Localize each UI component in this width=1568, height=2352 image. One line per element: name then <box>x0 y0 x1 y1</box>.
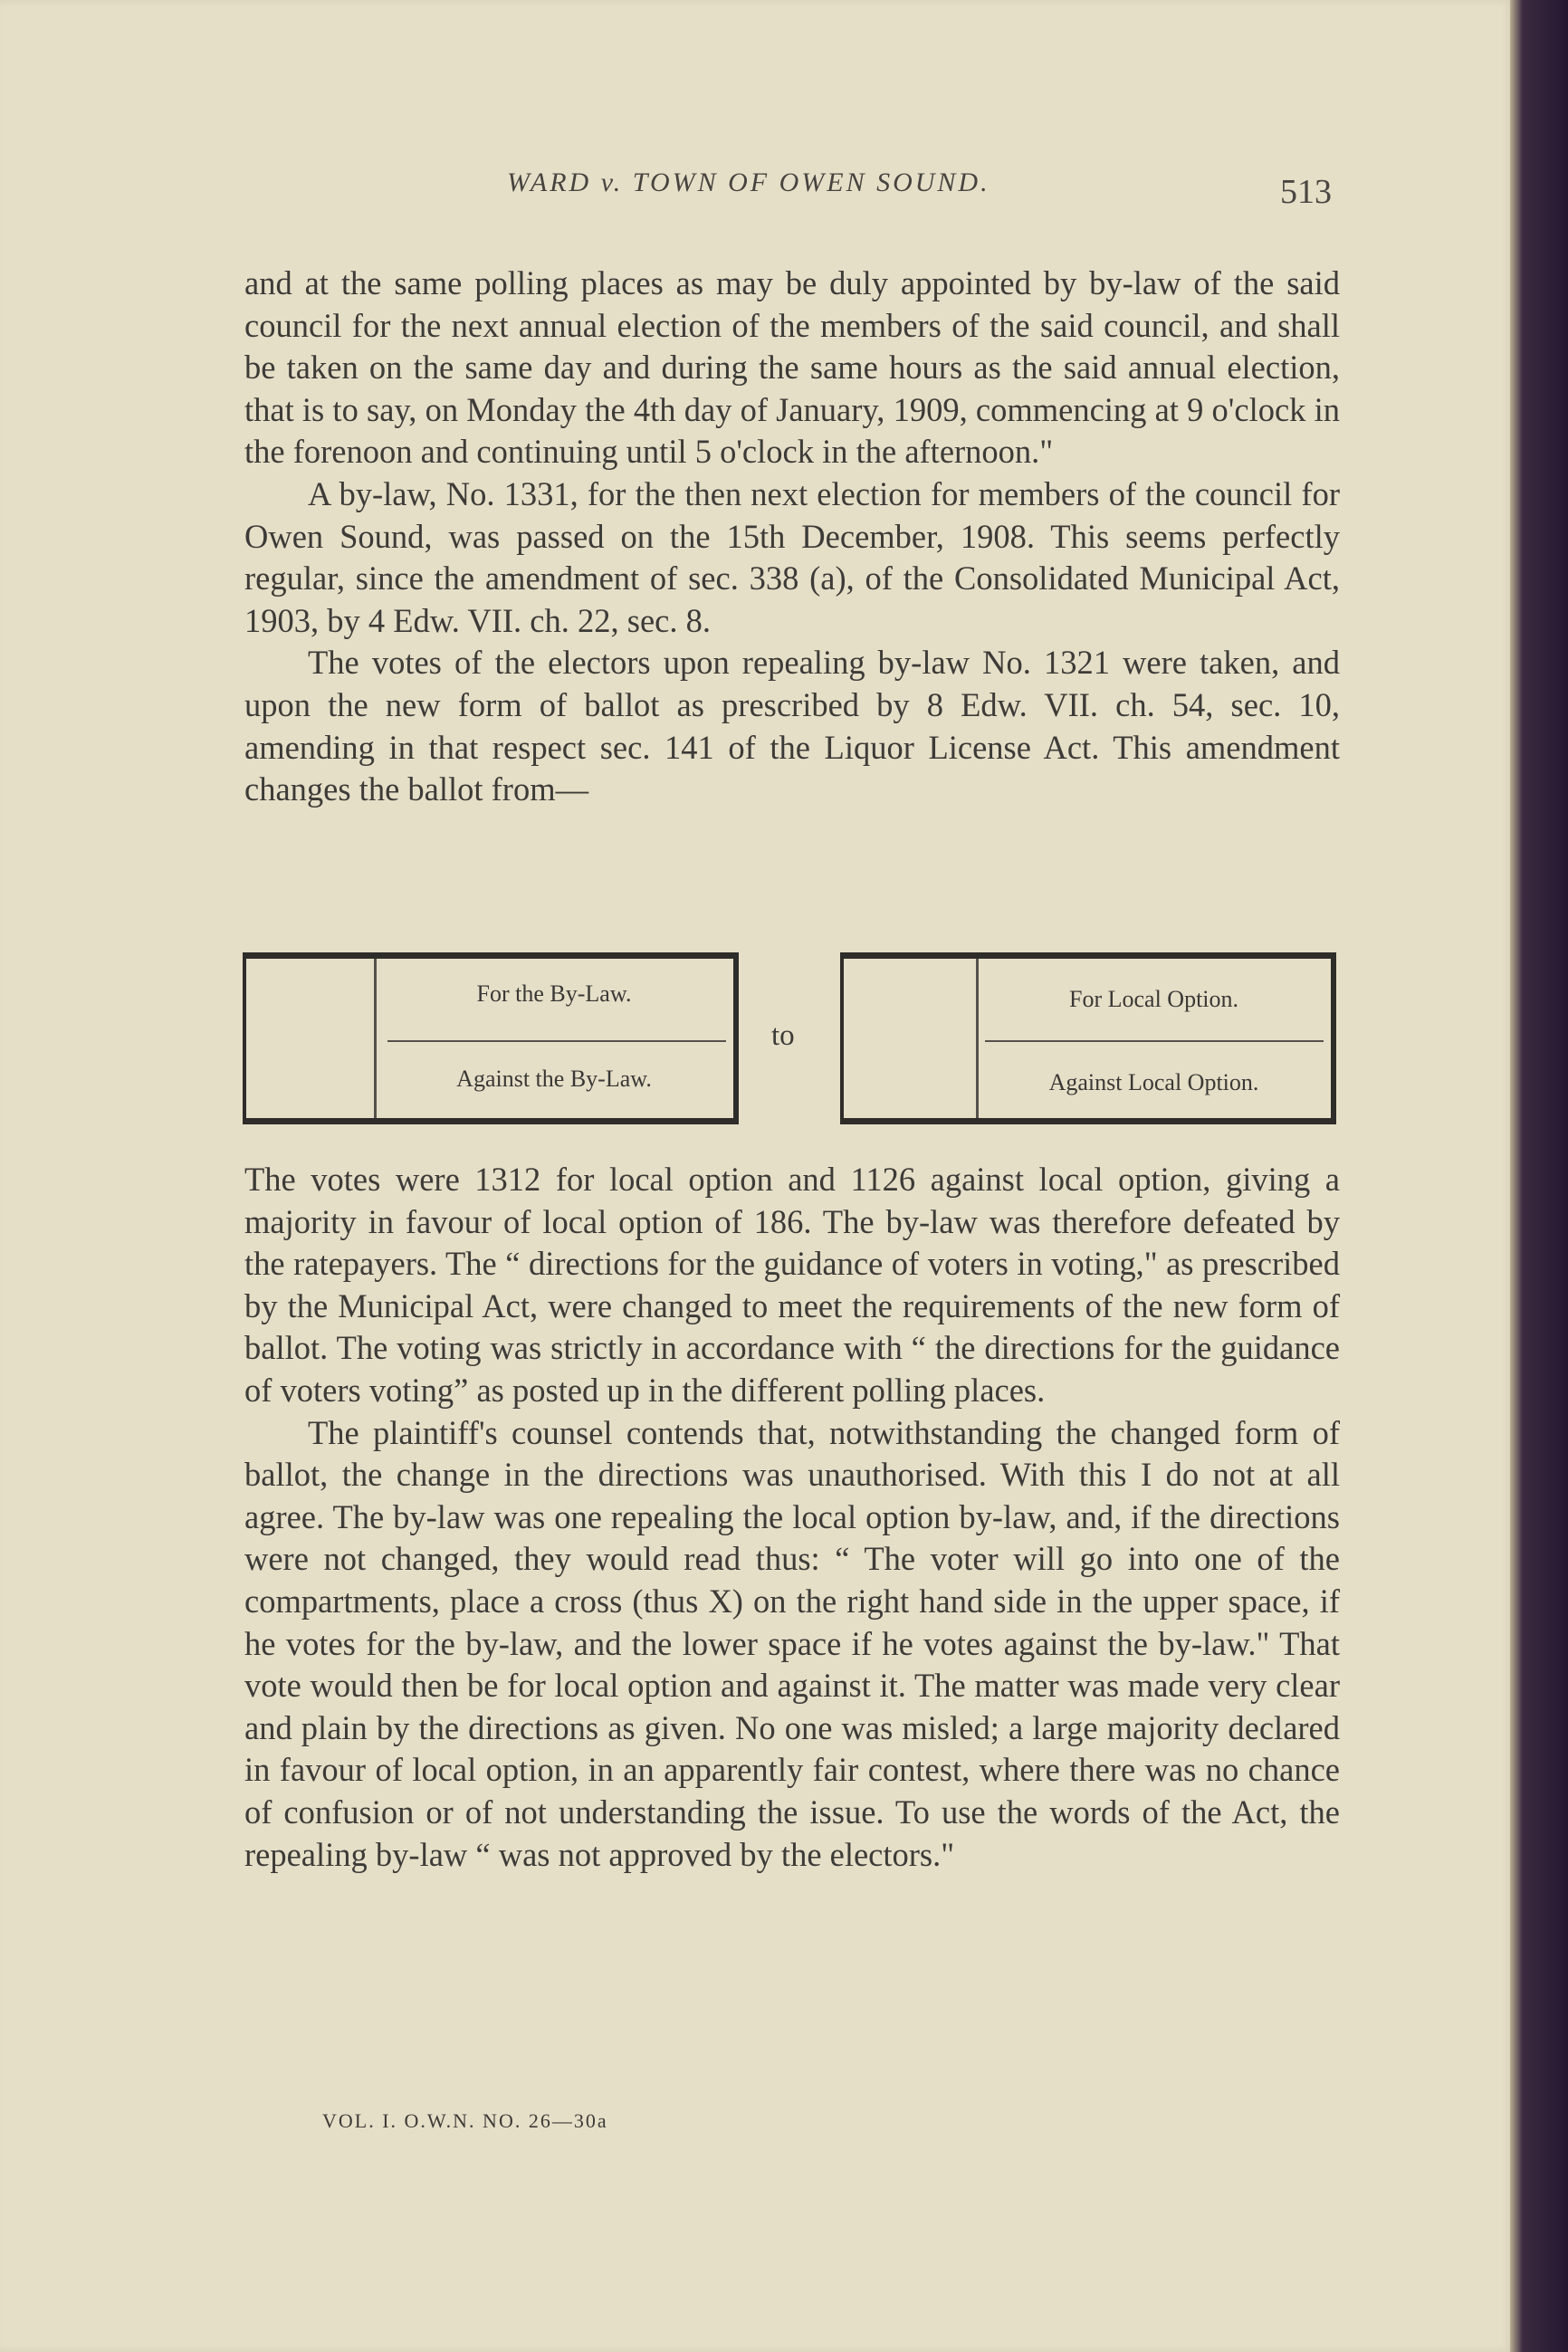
ballot-for-label: For Local Option. <box>1068 986 1239 1012</box>
paragraph: The plaintiff's counsel contends that, notwithstanding the changed form of ballot, the change in the directions was unauthorised. With this I do not at all agree. The by-law was one repealing the local option by-law, and, if the directions were not changed, they would read thus: “ The voter will go into one of the compartments, place a cross (thus X) on the right hand side in the upper space, if he votes for the by-law, and the lower space if he votes against the by-law." That vote would then be for local option and against it. The matter was made very clear and plain by the directions as given. No one was misled; a large majority declared in favour of local option, in an apparently fair contest, where there was no chance of confusion or of not understanding the issue. To use the words of the Act, the repealing by-law “ was not approved by the electors." <box>244 1413 1340 1873</box>
paragraph: The votes of the electors upon repealing by-law No. 1321 were taken, and upon the new form of ballot as prescribed by 8 Edw. VII. ch. 54, sec. 10, amending in that respect sec. 141 of the Liquor License Act. This amendment changes the ballot from— <box>244 644 1340 808</box>
page-number: 513 <box>1280 173 1332 211</box>
ballot-form-old <box>243 952 739 1124</box>
paragraph: The votes were 1312 for local option and 1126 against local option, giving a majority in favour of local option of 186. The by-law was therefore defeated by the ratepayers. The “ directions for the guidance of voters in voting," as prescribed by the Municipal Act, were changed to meet the requirements of the new form of ballot. The voting was strictly in accordance with “ the directions for the guidance of voters voting” as posted up in the different polling places. <box>244 1161 1340 1409</box>
ballot-border <box>733 959 739 1118</box>
ballot-row-rule <box>985 1040 1324 1042</box>
signature-line: VOL. I. O.W.N. NO. 26—30a <box>322 2109 608 2132</box>
body-text-bottom <box>244 1159 1340 1876</box>
paragraph: A by-law, No. 1331, for the then next election for members of the council for Owen Sound, was passed on the 15th December, 1908. This seems perfectly regular, since the amendment of sec. 338 (a), of the Consolidated Municipal Act, 1903, by 4 Edw. VII. ch. 22, sec. 8. <box>244 474 1340 639</box>
ballot-border <box>1331 959 1336 1118</box>
body-text-top <box>244 263 1340 811</box>
ballot-divider <box>976 959 979 1118</box>
ballot-connector: to <box>771 1019 795 1052</box>
paragraph: and at the same polling places as may be duly appointed by by-law of the said council for the next annual election of the members of the said council, and shall be taken on the same day and during the same hours as the said annual election, that is to say, on Monday the 4th day of January, 1909, commencing at 9 o'clock in the forenoon and continuing until 5 o'clock in the afternoon." <box>244 264 1340 471</box>
ballot-against-label: Against Local Option. <box>1048 1069 1259 1095</box>
book-edge <box>1510 0 1568 2352</box>
ballot-border <box>840 959 844 1118</box>
ballot-against-label: Against the By-Law. <box>456 1066 652 1092</box>
ballot-form-new <box>840 952 1336 1124</box>
ballot-row-rule <box>387 1040 726 1042</box>
ballot-border <box>243 959 246 1118</box>
running-head: WARD v. TOWN OF OWEN SOUND. <box>507 167 990 197</box>
ballot-for-label: For the By-Law. <box>476 980 632 1007</box>
ballot-divider <box>374 959 377 1118</box>
